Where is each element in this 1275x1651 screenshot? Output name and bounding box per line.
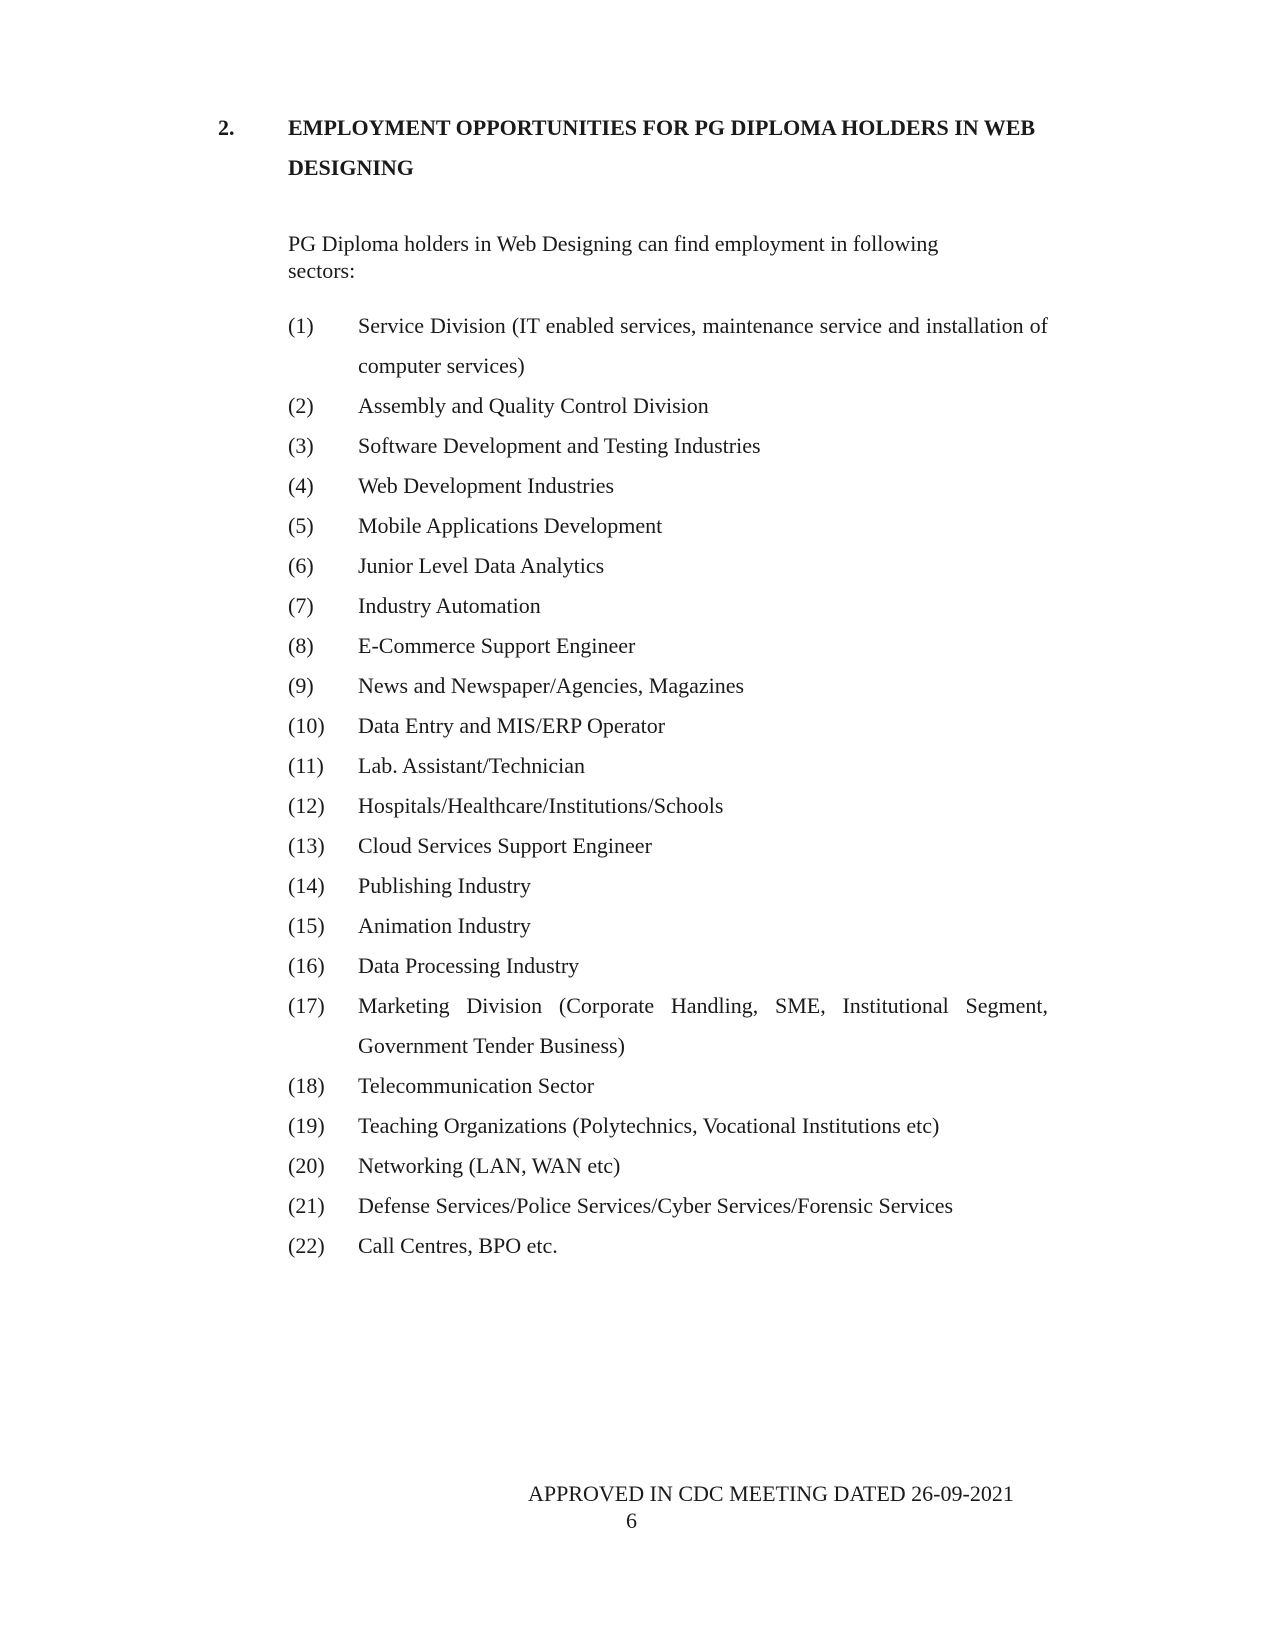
item-text: Marketing Division (Corporate Handling, SME, Institutional Segment, Government Tender Business) bbox=[358, 993, 1048, 1058]
list-item bbox=[288, 1186, 1048, 1226]
list-item bbox=[288, 786, 1048, 826]
list-item bbox=[288, 1106, 1048, 1146]
item-number: (16) bbox=[288, 953, 325, 978]
item-number: (7) bbox=[288, 593, 314, 618]
approval-footer: APPROVED IN CDC MEETING DATED 26-09-2021 bbox=[528, 1481, 1014, 1506]
item-number: (22) bbox=[288, 1233, 325, 1258]
sector-list bbox=[288, 306, 1048, 1266]
item-text: Lab. Assistant/Technician bbox=[358, 753, 585, 778]
item-text: News and Newspaper/Agencies, Magazines bbox=[358, 673, 745, 698]
item-text: Cloud Services Support Engineer bbox=[358, 833, 652, 858]
item-text: Publishing Industry bbox=[358, 873, 531, 898]
item-number: (3) bbox=[288, 433, 314, 458]
list-item bbox=[288, 626, 1048, 666]
item-number: (2) bbox=[288, 393, 314, 418]
item-number: (20) bbox=[288, 1153, 325, 1178]
item-text: Networking (LAN, WAN etc) bbox=[358, 1153, 621, 1178]
list-item bbox=[288, 706, 1048, 746]
item-number: (8) bbox=[288, 633, 314, 658]
item-number: (19) bbox=[288, 1113, 325, 1138]
list-item bbox=[288, 426, 1048, 466]
list-item bbox=[288, 506, 1048, 546]
item-number: (13) bbox=[288, 833, 325, 858]
item-number: (11) bbox=[288, 753, 324, 778]
list-item bbox=[288, 586, 1048, 626]
list-item bbox=[288, 386, 1048, 426]
item-text: Telecommunication Sector bbox=[358, 1073, 595, 1098]
list-item bbox=[288, 1146, 1048, 1186]
list-item bbox=[288, 826, 1048, 866]
list-item bbox=[288, 666, 1048, 706]
list-item bbox=[288, 306, 1048, 386]
item-number: (17) bbox=[288, 993, 325, 1018]
list-item bbox=[288, 1066, 1048, 1106]
item-text: Mobile Applications Development bbox=[358, 513, 663, 538]
item-number: (4) bbox=[288, 473, 314, 498]
list-item bbox=[288, 906, 1048, 946]
section-number: 2. bbox=[218, 115, 235, 140]
item-text: Defense Services/Police Services/Cyber Services/Forensic Services bbox=[358, 1193, 954, 1218]
item-text: Assembly and Quality Control Division bbox=[358, 393, 709, 418]
list-item bbox=[288, 746, 1048, 786]
item-number: (12) bbox=[288, 793, 325, 818]
item-number: (10) bbox=[288, 713, 325, 738]
item-text: Data Entry and MIS/ERP Operator bbox=[358, 713, 666, 738]
list-item bbox=[288, 546, 1048, 586]
list-item bbox=[288, 1226, 1048, 1266]
item-number: (5) bbox=[288, 513, 314, 538]
item-text: Industry Automation bbox=[358, 593, 541, 618]
item-text: Data Processing Industry bbox=[358, 953, 580, 978]
list-item bbox=[288, 466, 1048, 506]
item-number: (18) bbox=[288, 1073, 325, 1098]
item-text: Call Centres, BPO etc. bbox=[358, 1233, 558, 1258]
item-text: Hospitals/Healthcare/Institutions/Schools bbox=[358, 793, 724, 818]
list-item bbox=[288, 866, 1048, 906]
item-number: (14) bbox=[288, 873, 325, 898]
item-text: E-Commerce Support Engineer bbox=[358, 633, 636, 658]
item-text: Service Division (IT enabled services, maintenance service and installation of computer services) bbox=[358, 313, 1048, 378]
item-number: (6) bbox=[288, 553, 314, 578]
item-number: (1) bbox=[288, 313, 314, 338]
page-number: 6 bbox=[626, 1508, 637, 1533]
item-number: (9) bbox=[288, 673, 314, 698]
item-number: (21) bbox=[288, 1193, 325, 1218]
item-number: (15) bbox=[288, 913, 325, 938]
section-title: EMPLOYMENT OPPORTUNITIES FOR PG DIPLOMA HOLDERS IN WEB DESIGNING bbox=[288, 115, 1036, 180]
item-text: Web Development Industries bbox=[358, 473, 615, 498]
list-item bbox=[288, 946, 1048, 986]
item-text: Teaching Organizations (Polytechnics, Vocational Institutions etc) bbox=[358, 1113, 940, 1138]
list-item bbox=[288, 986, 1048, 1066]
item-text: Junior Level Data Analytics bbox=[358, 553, 605, 578]
item-text: Animation Industry bbox=[358, 913, 531, 938]
item-text: Software Development and Testing Industries bbox=[358, 433, 761, 458]
intro-paragraph: PG Diploma holders in Web Designing can find employment in following sectors: bbox=[288, 231, 939, 283]
